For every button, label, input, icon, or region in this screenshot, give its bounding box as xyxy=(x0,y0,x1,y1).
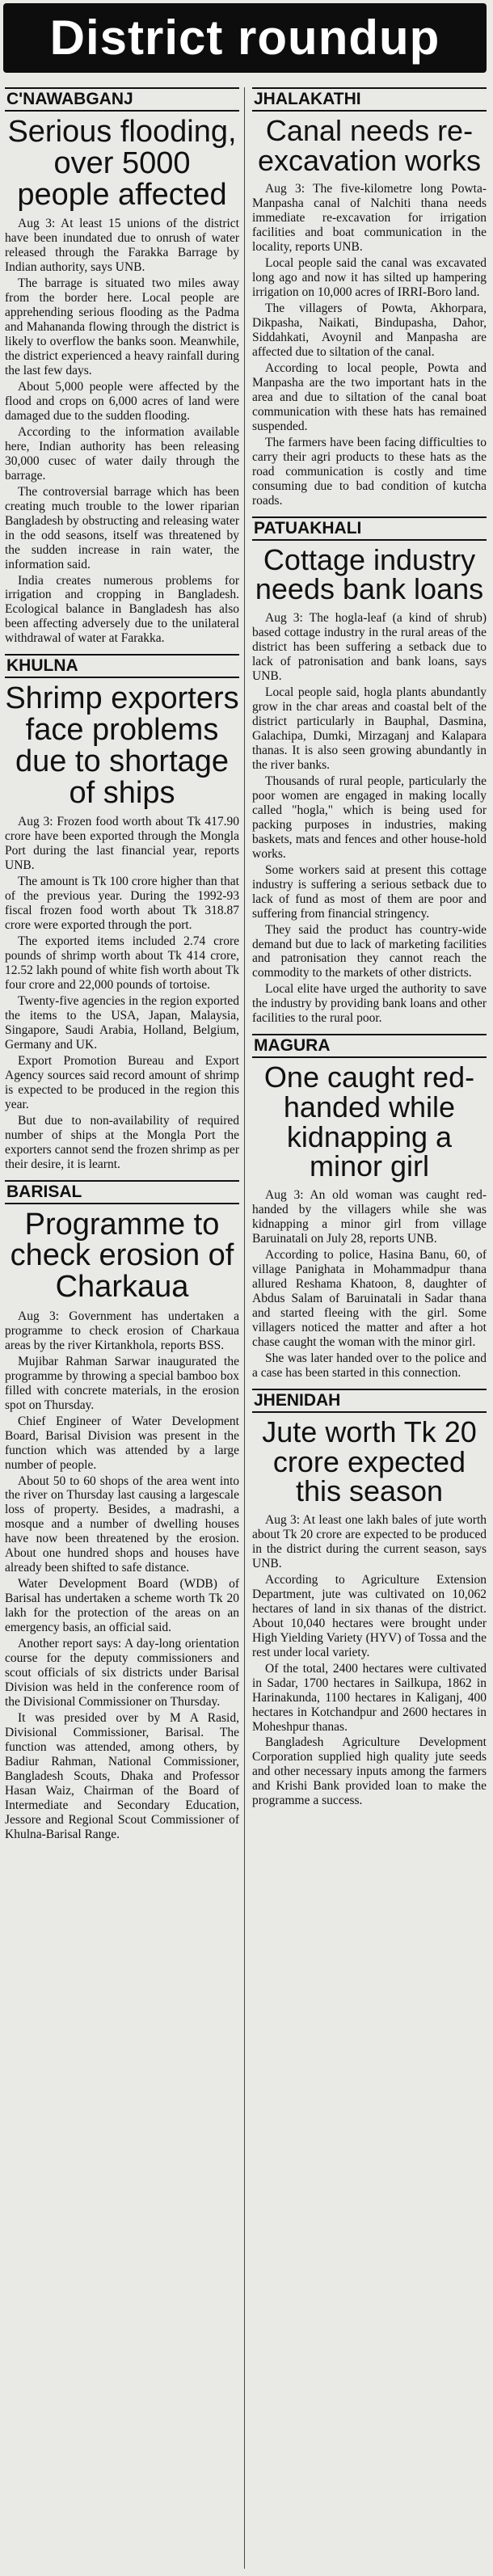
story-paragraph: Bangladesh Agriculture Development Corporation supplied high quality jute seeds and other necessary inputs among the farmers and Krishi Bank provided loan to make the programme a success. xyxy=(252,1735,487,1808)
story-paragraph: Aug 3: The five-kilometre long Powta-Manpasha canal of Nalchiti thana needs immediate re-excavation for irrigation facilities and boat communication in the locality, reports UNB. xyxy=(252,182,487,255)
story-paragraph: Local people said the canal was excavated long ago and now it has silted up hampering irrigation on 10,000 acres of IRRI-Boro land. xyxy=(252,256,487,300)
column-divider xyxy=(244,87,245,2569)
story-paragraph: The exported items included 2.74 crore pounds of shrimp worth about Tk 414 crore, 12.52 lakh pound of white fish worth about Tk four crore and 22,000 pounds of tortoise. xyxy=(5,934,239,992)
story-paragraph: She was later handed over to the police and a case has been started in this connection. xyxy=(252,1351,487,1380)
story-paragraph: India creates numerous problems for irrigation and cropping in Bangladesh. Ecological balance in Bangladesh has also been affecting adversely due to the unilateral withdrawal of water at Farakka. xyxy=(5,573,239,646)
story-headline: Programme to check erosion of Charkaua xyxy=(10,1207,234,1305)
story-paragraph: Some workers said at present this cottage industry is suffering a serious setback due to lack of fund as most of them are poor and suffering from financial stringency. xyxy=(252,862,487,921)
left-column xyxy=(5,87,239,2569)
story-paragraph: About 50 to 60 shops of the area went into the river on Thursday last causing a largescale loss of property. Besides, a madrashi, a mosque and a number of dwelling houses have now been threatened by the erosion. About one hundred shops and houses have already been shifted to safe distance. xyxy=(5,1474,239,1575)
story-jhalakathi xyxy=(252,87,487,508)
story-khulna xyxy=(5,654,239,1171)
story-barisal xyxy=(5,1180,239,1842)
story-paragraph: Twenty-five agencies in the region exported the items to the USA, Japan, Malaysia, Singapore, Saudi Arabia, Holland, Belgium, Germany and UK. xyxy=(5,993,239,1052)
story-paragraph: According to Agriculture Extension Department, jute was cultivated on 10,062 hectares of land in six thanas of the district. About 10,040 hectares were brought under High Yielding Variety (HYV) of Tossa and the rest under local variety. xyxy=(252,1572,487,1659)
story-dateline: MAGURA xyxy=(252,1034,487,1058)
story-paragraph: Aug 3: At least 15 unions of the district have been inundated due to onrush of water released through the Farakka Barrage by Indian authority, says UNB. xyxy=(5,217,239,275)
story-paragraph: According to the information available here, Indian authority has been releasing 30,000 cusec of water daily through the barrage. xyxy=(5,424,239,483)
story-headline: Serious flooding, over 5000 people affected xyxy=(7,115,237,212)
story-patuakhali xyxy=(252,516,487,1027)
story-dateline: PATUAKHALI xyxy=(252,516,487,541)
story-dateline: JHALAKATHI xyxy=(252,87,487,112)
story-paragraph: Aug 3: Frozen food worth about Tk 417.90 crore have been exported through the Mongla Port during the last financial year, reports UNB. xyxy=(5,815,239,873)
story-dateline: BARISAL xyxy=(5,1180,239,1204)
story-nawabganj xyxy=(5,87,239,646)
story-paragraph: But due to non-availability of required number of ships at the Mongla Port the exporters cannot send the frozen shrimp as per their desire, it is learnt. xyxy=(5,1113,239,1171)
story-paragraph: Export Promotion Bureau and Export Agency sources said record amount of shrimp is expected to be produced in the region this year. xyxy=(5,1053,239,1111)
story-paragraph: The villagers of Powta, Akhorpara, Dikpasha, Naikati, Bindupasha, Dahor, Siddahkati, Avoynil and Manpasha are affected due to siltation of the canal. xyxy=(252,301,487,360)
story-paragraph: Chief Engineer of Water Development Board, Barisal Division was present in the function which was attended by a large number of people. xyxy=(5,1414,239,1472)
story-paragraph: The controversial barrage which has been creating much trouble to the lower riparian Bangladesh by obstructing and releasing water in the odd seasons, itself was threatened by the sudden increase in rain water, the information said. xyxy=(5,484,239,571)
story-paragraph: It was presided over by M A Rasid, Divisional Commissioner, Barisal. The function was attended, among others, by Badiur Rahman, National Commissioner, Bangladesh Scouts, Dhaka and Professor Hasan Waiz, Chairman of the Board of Intermediate and Secondary Education, Jessore and Regional Scout Commissioner of Khulna-Barisal Range. xyxy=(5,1711,239,1841)
story-magura xyxy=(252,1034,487,1380)
section-title: District roundup xyxy=(49,11,440,65)
story-paragraph: Mujibar Rahman Sarwar inaugurated the programme by throwing a special bamboo box filled with concrete materials, in the erosion spot on Thursday. xyxy=(5,1354,239,1412)
story-headline: Canal needs re-excavation works xyxy=(257,114,482,177)
story-headline: Cottage industry needs bank loans xyxy=(255,542,484,606)
story-paragraph: Aug 3: At least one lakh bales of jute worth about Tk 20 crore are expected to be produced in the district during the current season, says UNB. xyxy=(252,1512,487,1570)
story-paragraph: Thousands of rural people, particularly the poor women are engaged in making locally called "hogla," which is being used for packing purposes in industries, making baskets, mats and fences and other house-hold works. xyxy=(252,774,487,861)
story-paragraph: The barrage is situated two miles away from the border here. Local people are apprehending serious flooding as the Padma and Mahananda flowing through the district is likely to overflow the banks soon. Meanwhile, the district experienced a heavy rainfall during the last few days. xyxy=(5,276,239,377)
story-paragraph: Aug 3: An old woman was caught red-handed by the villagers while she was kidnapping a minor girl from village Baruinatali on July 28, reports UNB. xyxy=(252,1188,487,1246)
story-paragraph: The farmers have been facing difficulties to carry their agri products to these hats as the road communication is costly and time consuming due to bad condition of kutcha roads. xyxy=(252,435,487,508)
story-paragraph: Local elite have urged the authority to save the industry by providing bank loans and other facilities to the rural poor. xyxy=(252,982,487,1026)
story-paragraph: About 5,000 people were affected by the flood and crops on 6,000 acres of land were damaged due to the sudden flooding. xyxy=(5,379,239,423)
story-paragraph: Water Development Board (WDB) of Barisal has undertaken a scheme worth Tk 20 lakh for the protection of the areas on an emergency basis, an official said. xyxy=(5,1577,239,1635)
story-headline: Jute worth Tk 20 crore expected this season xyxy=(262,1414,477,1508)
story-dateline: KHULNA xyxy=(5,654,239,678)
story-paragraph: Local people said, hogla plants abundantly grow in the char areas and coastal belt of the district particularly in Bauphal, Dasmina, Galachipa, Dumki, Mirzaganj and Kalapara thanas. It is also seen growing abundantly in the river banks. xyxy=(252,685,487,772)
story-paragraph: According to local people, Powta and Manpasha are the two important hats in the area and due to siltation of the canal boat communication with these hats has remained suspended. xyxy=(252,361,487,433)
story-dateline: JHENIDAH xyxy=(252,1389,487,1413)
section-banner xyxy=(3,3,487,73)
right-column xyxy=(252,87,487,2569)
story-paragraph: According to police, Hasina Banu, 60, of village Panighata in Mohammadpur thana allured Reshama Khatoon, 8, daughter of Abdus Salam of Baruinatali in Sadar thana and started fleeing with the girl. Some villagers noticed the matter and after a hot chase caught the woman with the minor girl. xyxy=(252,1248,487,1349)
story-paragraph: Aug 3: The hogla-leaf (a kind of shrub) based cottage industry in the rural areas of the district has been suffering a setback due to lack of patronisation and bank loans, says UNB. xyxy=(252,611,487,684)
story-paragraph: Another report says: A day-long orientation course for the deputy commissioners and scout officials of six districts under Barisal Division was held in the conference room of the Divisional Commissioner on Thursday. xyxy=(5,1637,239,1710)
story-paragraph: The amount is Tk 100 crore higher than that of the previous year. During the 1992-93 fiscal frozen food worth about Tk 318.87 crore were exported through the port. xyxy=(5,875,239,933)
story-dateline: C'NAWABGANJ xyxy=(5,87,239,112)
story-headline: Shrimp exporters face problems due to shortage of ships xyxy=(5,681,239,810)
story-jhenidah xyxy=(252,1389,487,1809)
story-paragraph: They said the product has country-wide demand but due to lack of marketing facilities and patronisation they cannot reach the commodity to the markets of other districts. xyxy=(252,922,487,980)
story-headline: One caught red-handed while kidnapping a minor girl xyxy=(263,1060,475,1183)
story-paragraph: Aug 3: Government has undertaken a programme to check erosion of Charkaua areas by the river Kirtankhola, reports BSS. xyxy=(5,1309,239,1352)
story-paragraph: Of the total, 2400 hectares were cultivated in Sadar, 1700 hectares in Sailkupa, 1862 in Harinakunda, 1100 hectares in Kaliganj, 400 hectares in Kotchandpur and 2600 hectares in Moheshpur thanas. xyxy=(252,1661,487,1734)
